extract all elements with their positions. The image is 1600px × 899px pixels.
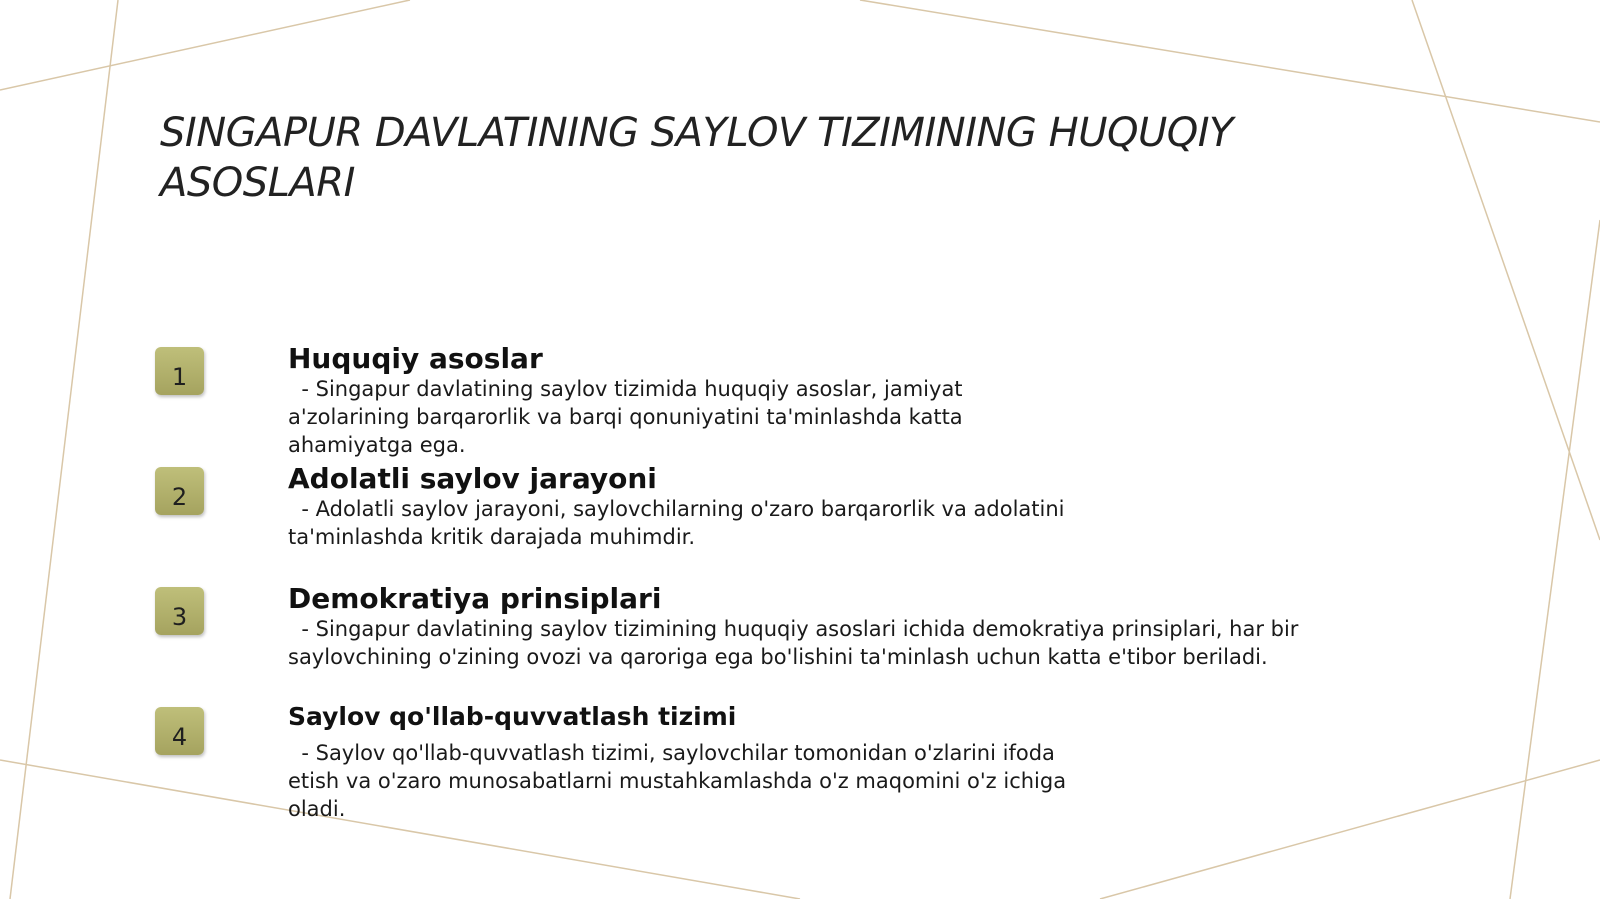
item-description: - Singapur davlatining saylov tizimida huquqiy asoslar, jamiyat a'zolarining barqarorlik va barqi qonuniyatini ta'minlashda katta ahamiyatga ega.: [288, 377, 963, 457]
item-heading: Demokratiya prinsiplari: [288, 582, 662, 615]
item-description: - Adolatli saylov jarayoni, saylovchilarning o'zaro barqarorlik va adolatini ta'minlashda kritik darajada muhimdir.: [288, 497, 1065, 549]
list-item-1: [288, 343, 1358, 459]
item-heading: Huquqiy asoslar: [288, 342, 543, 375]
list-item-2: [288, 463, 1358, 551]
number-badge-1: 1: [155, 347, 204, 395]
item-description: - Singapur davlatining saylov tizimining huquqiy asoslari ichida demokratiya prinsiplari, har bir saylovchining o'zining ovozi va qaroriga ega bo'lishini ta'minlash uchun katta e'tibor beriladi.: [288, 617, 1299, 669]
number-badge-4: 4: [155, 707, 204, 755]
number-badge-3: 3: [155, 587, 204, 635]
list-item-4: [288, 701, 1358, 823]
slide-title: SINGAPUR DAVLATINING SAYLOV TIZIMINING HUQUQIY ASOSLARI: [160, 110, 1233, 206]
item-heading: Adolatli saylov jarayoni: [288, 462, 657, 495]
item-heading: Saylov qo'llab-quvvatlash tizimi: [288, 702, 737, 731]
number-badge-2: 2: [155, 467, 204, 515]
item-description: - Saylov qo'llab-quvvatlash tizimi, saylovchilar tomonidan o'zlarini ifoda etish va o'zaro munosabatlarni mustahkamlashda o'z maqomini o'z ichiga oladi.: [288, 741, 1067, 821]
list-item-3: [288, 583, 1358, 671]
